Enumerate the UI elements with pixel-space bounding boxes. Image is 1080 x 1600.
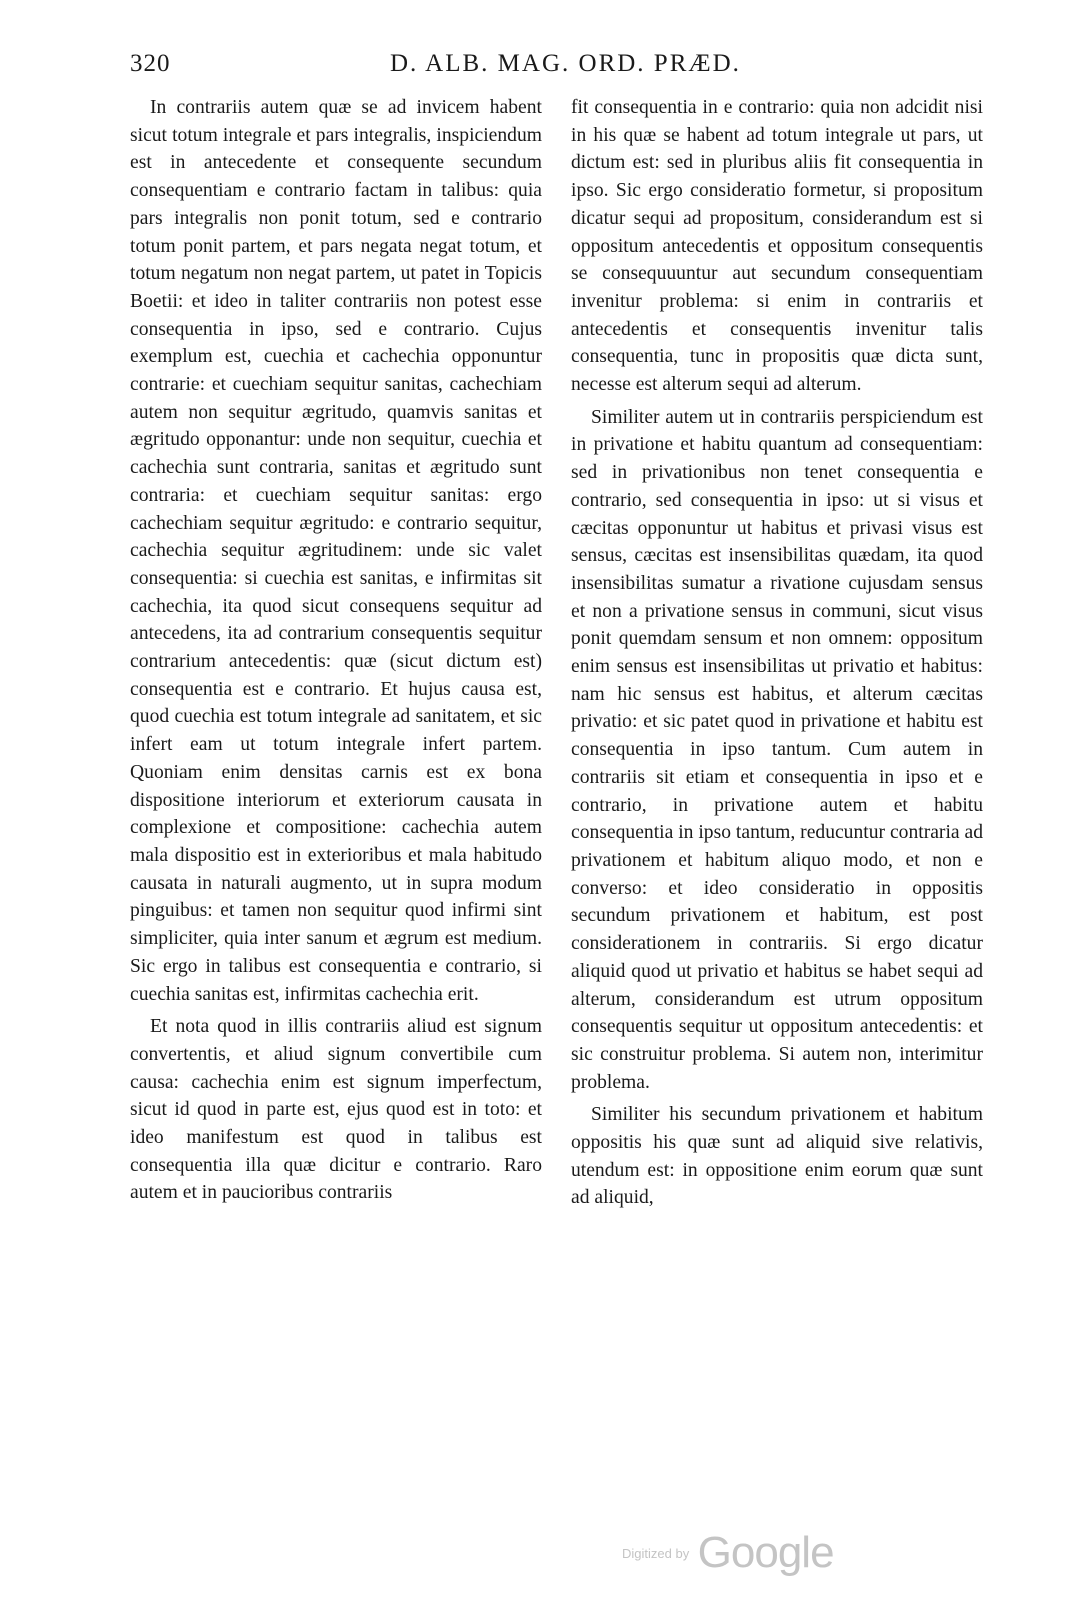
paragraph: Similiter autem ut in contrariis perspiciendum est in privatione et habitu quantum ad consequentiam: sed in privationibus non tenet consequentia e contrario, sed consequentia in ipso: ut si visus et cæcitas opponuntur ut habitus et privasi visus est sensus, cæcitas est insensibilitas quædam, ita quod insensibilitas sumatur a rivatione cujusdam sensus et non a privatione sensus in communi, sicut visus ponit quemdam sensum et non omnem: oppositum enim sensus est insensibilitas ut privatio et habitus: nam hic sensus est habitus, et alterum cæcitas privatio: et sic patet quod in privatione et habitu est consequentia in ipso tantum. Cum autem in contrariis sit etiam et consequentia in ipso et e contrario, in privatione autem et habitu consequentia in ipso tantum, reducuntur contraria ad privationem et habitum aliquo modo, et non e converso: et ideo consideratio in oppositis secundum privationem et habitum, est post considerationem in contrariis. Si ergo dicatur aliquid quod ut privatio et habitus se habet sequi ad alterum, considerandum est utrum oppositum consequentis sequitur ut oppositum antecedentis: et sic construitur problema. Si autem non, interimitur problema. <box>571 406 983 1093</box>
running-head: D. ALB. MAG. ORD. PRÆD. <box>390 50 741 77</box>
right-column <box>571 94 983 1212</box>
page-header <box>130 50 985 90</box>
left-column <box>130 94 542 1207</box>
watermark-prefix: Digitized by <box>622 1545 690 1561</box>
google-logo: Google <box>697 1528 834 1577</box>
page-number: 320 <box>130 50 171 77</box>
paragraph: In contrariis autem quæ se ad invicem habent sicut totum integrale et pars integralis, inspiciendum est in antecedente et consequente secundum consequentiam e contrario factam in talibus: quia pars integralis non ponit totum, sed e contrario totum ponit partem, et pars negata negat totum, et totum negatum non negat partem, ut patet in Topicis Boetii: et ideo in taliter contrariis non potest esse consequentia in ipso, sed e contrario. Cujus exemplum est, cuechia et cachechia opponuntur contrarie: et cuechiam sequitur sanitas, cachechiam autem non sequitur ægritudo, quamvis sanitas et ægritudo opponantur: unde non sequitur, cuechia et cachechia sunt contraria, sanitas et ægritudo sunt contraria: et cuechiam sequitur sanitas: ergo cachechiam sequitur ægritudo: e contrario sequitur, cachechia sequitur ægritudinem: unde sic valet consequentia: si cuechia est sanitas, e infirmitas sit cachechia, ita quod sicut consequens sequitur ad antecedens, ita ad contrarium consequentis sequitur contrarium antecedentis: quæ (sicut dictum est) consequentia est e contrario. Et hujus causa est, quod cuechia est totum integrale ad sanitatem, et sic infert eam ut totum integrale infert partem. Quoniam enim densitas carnis est ex bona dispositione interiorum et exteriorum causata in complexione et compositione: cachechia autem mala dispositio est in exterioribus et mala habitudo causata in naturali augmento, ut in supra modum pinguibus: et tamen non sequitur quod infirmi sint simpliciter, quia inter sanum et ægrum est medium. Sic ergo in talibus est consequentia e contrario, si cuechia sanitas est, infirmitas cachechia erit. <box>130 97 542 1005</box>
paragraph: Similiter his secundum privationem et habitum oppositis his quæ sunt ad aliquid sive relativis, utendum est: in oppositione enim eorum quæ sunt ad aliquid, <box>571 1104 983 1209</box>
digitization-watermark <box>622 1528 834 1578</box>
paragraph: Et nota quod in illis contrariis aliud est signum convertentis, et aliud signum convertibile cum causa: cachechia enim est signum imperfectum, sicut id quod in parte est, ejus quod est in toto: et ideo manifestum est quod in talibus est consequentia illa quæ dicitur e contrario. Raro autem et in paucioribus contrariis <box>130 1016 542 1204</box>
paragraph: fit consequentia in e contrario: quia non adcidit nisi in his quæ se habent ad totum integrale ut pars, ut dictum est: sed in pluribus aliis fit consequentia in ipso. Sic ergo consideratio formetur, si propositum dicatur sequi ad propositum, considerandum est si oppositum antecedentis et oppositum consequentis se consequuuntur aut secundum consequentiam invenitur problema: si enim in contrariis et antecedentis et consequentis invenitur talis consequentia, tunc in propositis quæ dicta sunt, necesse est alterum sequi ad alterum. <box>571 97 983 396</box>
